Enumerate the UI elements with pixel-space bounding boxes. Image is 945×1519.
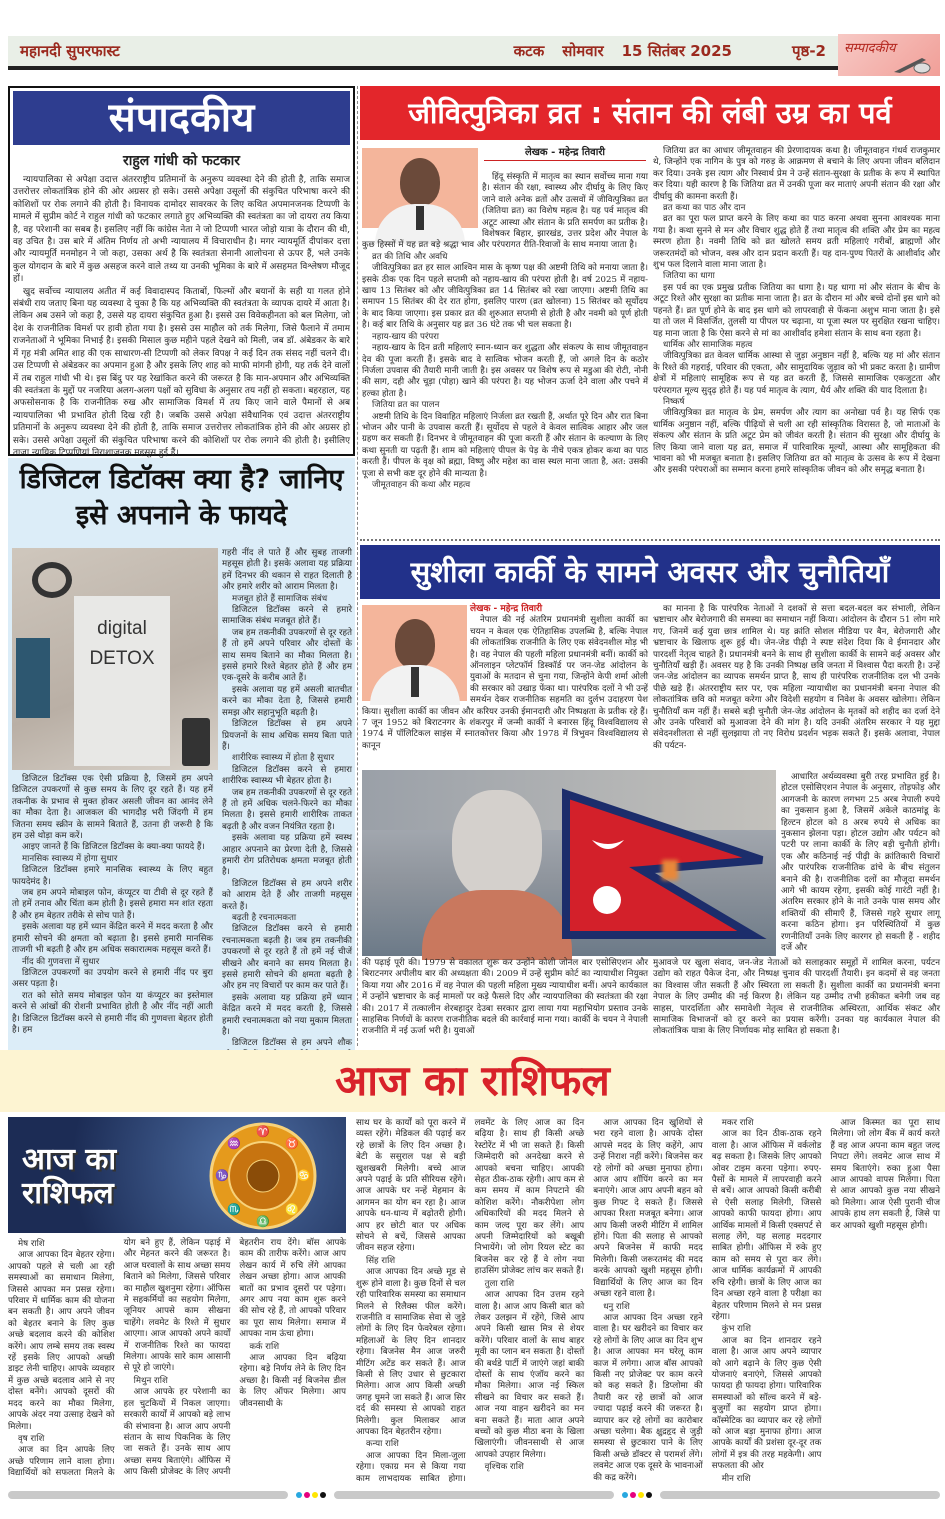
rashifal-banner-text	[22, 1143, 116, 1211]
paragraph: इसके अलावा यह प्रक्रिया हमें स्वस्थ आहार अपनाने का प्रेरणा देती है, जिससे हमारी रोग प्रतिरोधक क्षमता मजबूत होती है।	[222, 833, 352, 878]
svg-text:♑: ♑	[215, 1169, 229, 1182]
paragraph: आज का दिन शानदार रहने वाला है। आज आप अपने व्यापार को आगे बढ़ाने के लिए कुछ ऐसी योजनाएं बनाएंगे, जिससे आपको फायदा ही फायदा होगा। पारिवारिक समस्याओं को सॉल्व करने में बड़े-बुजुर्गों का सहयोग प्राप्त होगा। कॉस्मेटिक का व्यापार कर रहे लोगों को आज बड़ा मुनाफा होगा। आज आपके कार्यों की प्रशंसा दूर-दूर तक लोगों में इत्र की तरह महकेगी। आप सफलता की ओर	[711, 1335, 822, 1472]
subheading: कर्क राशि	[249, 1341, 280, 1352]
paragraph: डिजिटल डिटॉक्स से हम अपने शरीर को आराम देते हैं और ताजगी महसूस करते हैं।	[222, 878, 352, 912]
column-divider	[357, 86, 358, 1046]
subheading: जीमूतवाहन की कथा और महत्व	[372, 479, 471, 490]
paragraph: आज का दिन ठीक-ठाक रहने वाला है। आज ऑफिस में वर्कलोड बढ़ सकता है। जिसके लिए आपको ओवर टाइम करना पड़ेगा। रुपए-पैसों के मामले में लापरवाही करने से बचें। आज आपको किसी करीबी से ऐसी सलाह मिलेगी, जिससे आपको काफी फायदा होगा। आप आर्थिक मामलों में किसी एक्सपर्ट से सलाह लेंगे, यह सलाह मददगार साबित होगी। ऑफिस में रुके हुए काम को समय से पूरा कर लेंगे। आज धार्मिक कार्यक्रमों में आपकी रुचि रहेगी। छात्रों के लिए आज का दिन अच्छा रहने वाला है परीक्षा का बेहतर परिणाम मिलने से मन प्रसन्न रहेगा।	[711, 1129, 822, 1322]
editorial-banner: संपादकीय	[13, 91, 350, 145]
svg-text:♈: ♈	[256, 1125, 270, 1138]
author-byline: लेखक - महेन्द्र तिवारी	[470, 604, 543, 614]
paragraph: जीवित्पुत्रिका व्रत मातृत्व के प्रेम, समर्पण और त्याग का अनोखा पर्व है। यह सिर्फ एक धार्मिक अनुष्ठान नहीं, बल्कि पीढ़ियों से चली आ रही सांस्कृतिक विरासत है, जो माताओं के संकल्प और संतान के प्रति अटूट प्रेम को जीवंत करती है। संतान की सुरक्षा और दीर्घायु के लिए किया जाने वाला यह व्रत, समाज में पारिवारिक मूल्यों, आस्था और सामूहिकता की भावना को भी मजबूत बनाता है। इसलिए जितिया व्रत को मातृत्व के उत्सव के रूप में देखना और इसकी परंपराओं का सम्मान करना हमारे सांस्कृतिक जीवन को और समृद्ध बनाता है।	[653, 408, 940, 476]
subheading: मेष राशि	[18, 1239, 45, 1249]
subheading: जितिया व्रत का पालन	[372, 400, 440, 411]
detox-column-2	[222, 548, 352, 1049]
rashifal-banner-line2: राशिफल	[22, 1176, 114, 1211]
section-badge	[838, 34, 940, 76]
subheading: मजबूत होते हैं सामाजिक संबंध	[232, 593, 328, 604]
svg-text:♏: ♏	[227, 1203, 241, 1216]
jivit-author	[484, 144, 646, 161]
footer-bar	[334, 1491, 614, 1499]
rashifal-headline: आज का राशिफल	[0, 1050, 945, 1112]
subheading: मकर राशि	[721, 1118, 754, 1128]
karki-column-2	[653, 604, 940, 770]
paragraph: आज आपका दिन अच्छा रहने वाला है। घर खरीदने का विचार कर रहे लोगों के लिए आज का दिन शुभ है। आज आपका मन घरेलू काम काज में लगेगा। आज बॉस आपको किसी नए प्रोजेक्ट पर काम करने को कह सकते हैं। डिप्लोमा की तैयारी कर रहे छात्रों को आज ज्यादा पढ़ाई करने की जरूरत है। व्यापार कर रहे लोगों का कारोबार अच्छा चलेगा। बैक क्षुद्रहृद से जुड़ी समस्या से छुटकारा पाने के लिए किसी अच्छे डॉक्टर से परामर्श लेंगे। लवमेट आज एक दूसरे के भावनाओं की कद्र करेंगे।	[593, 1312, 703, 1483]
digital-detox-photo	[12, 548, 218, 770]
paragraph: हिंदू संस्कृति में मातृत्व का स्थान सर्वोच्च माना गया है। संतान की रक्षा, स्वास्थ्य और दीर्घायु के लिए किए जाने वाले अनेक व्रतों और उत्सवों में जीवित्पुत्रिका व्रत (जितिया व्रत) का विशेष महत्व है। यह पर्व मातृत्व की अटूट आस्था और संतान के प्रति समर्पण का प्रतीक है। विशेषकर बिहार, झारखंड, उत्तर प्रदेश और नेपाल के कुछ हिस्सों में यह व्रत बड़े श्रद्धा भाव और परंपरागत रीति-रिवाजों के साथ मनाया जाता है।	[362, 172, 648, 251]
rashifal-banner-image	[8, 1117, 346, 1233]
paragraph: जीवित्पुत्रिका व्रत हर साल आश्विन मास के कृष्ण पक्ष की अष्टमी तिथि को मनाया जाता है। इसके ठीक एक दिन पहले सप्तमी को नहाय-खाय की परंपरा होती है। वर्ष 2025 में नहाय-खाय 13 सितंबर को और जीवित्पुत्रिका व्रत 14 सितंबर को रखा जाएगा। अष्टमी तिथि का समापन 15 सितंबर की देर रात होगा, इसलिए पारण (व्रत खोलना) 15 सितंबर को सूर्योदय के बाद किया जाएगा। इस प्रकार व्रत की शुरुआत सप्तमी से होती है और नवमी को पूर्ण होती है। कई बार तिथि के अनुसार यह व्रत 36 घंटे तक भी चल सकता है।	[362, 263, 648, 331]
paragraph: साथ घर के कार्यों को पूरा करने में व्यस्त रहेंगे। मेडिकल की पढ़ाई कर रहे छात्रों के लिए दिन अच्छा है। बेटी के ससुराल पक्ष से बड़ी खुशखबरी मिलेगी। बच्चे आज अपने पढ़ाई के प्रति सीरियस रहेंगे। आज आपके घर नन्हें मेहमान के आगमन का योग बन रहा है। आज आपके धन-धान्य में बढ़ोतरी होगी। आप हर छोटी बात पर अधिक सोचने से बचें, जिससे आपका जीवन सहज रहेगा।	[356, 1118, 466, 1254]
svg-text:♌: ♌	[285, 1203, 299, 1216]
subheading: जितिया का धागा	[663, 271, 715, 282]
author-byline: लेखक - महेन्द्र तिवारी	[484, 144, 646, 161]
rashifal-left-columns	[8, 1238, 346, 1486]
headphones-icon	[32, 562, 72, 598]
paragraph: डिजिटल उपकरणों का उपयोग करने से हमारी नींद पर बुरा असर पड़ता है।	[12, 967, 213, 990]
jivit-column-2	[653, 146, 940, 536]
paragraph: अष्टमी तिथि के दिन विवाहित महिलाएं निर्जला व्रत रखती हैं, अर्थात पूरे दिन और रात बिना भोजन और पानी के उपवास करती हैं। सूर्योदय से पहले वे केवल सात्विक आहार और जल ग्रहण कर सकती हैं। दिनभर वे जीमूतवाहन की पूजा करती हैं और संतान के कल्याण के लिए कथा सुनती या पढ़ती हैं। शाम को महिलाएं पीपल के पेड़ के नीचे एकत्र होकर कथा का पाठ करती हैं। पीपल के वृक्ष को ब्रह्मा, विष्णु और महेश का वास स्थल माना जाता है, अत: उसकी पूजा से सभी कष्ट दूर होने की मान्यता है।	[362, 411, 648, 479]
detox-card-text2: DETOX	[89, 648, 155, 669]
paragraph: आज का दिन आपके लिए अच्छे परिणाम लाने वाला होगा। विद्यार्थियों को सफलता मिलने के योग बने हुए हैं, लेकिन पढ़ाई में और मेहनत करने की जरूरत है। आज घरवालों के साथ अच्छा समय बिताने को मिलेगा, जिससे परिवार का माहौल खुशनुमा रहेगा। ऑफिस मे सहकर्मियों का सहयोग मिलेगा, जूनियर आपसे काम सीखना चाहेंगे। लवमेट के रिश्ते में सुधार आएगा। आज आपको अपने कार्यों में राजनीतिक रिश्ते का फायदा मिलेगा। आपके सारे काम आसानी से पूरे हो जाएंगे।	[8, 1238, 231, 1479]
detox-card	[74, 596, 170, 766]
footer-bar	[8, 1491, 288, 1499]
subheading: बढ़ती है रचनात्मकता	[232, 913, 297, 923]
paragraph: इस पर्व का एक प्रमुख प्रतीक जितिया का धागा है। यह धागा मां और संतान के बीच के अटूट रिश्ते और सुरक्षा का प्रतीक माना जाता है। व्रत के दौरान मां और बच्चे दोनों इस धागे को पहनते हैं। व्रत पूर्ण होने के बाद इस धागे को लापरवाही से फेंकना अशुभ माना जाता है। इसे या तो जल में विसर्जित, तुलसी या पीपल पर चढ़ाना, या पूजा स्थल पर सुरक्षित रखना चाहिए। यह माना जाता है कि ऐसा करने से मां का आशीर्वाद हमेशा संतान के साथ बना रहता है।	[653, 282, 940, 339]
paragraph: का मानना है कि पारंपरिक नेताओं ने दशकों से सत्ता बदल-बदल कर संभाली, लेकिन भ्रष्टाचार और बेरोजगारी की समस्या का समाधान नहीं किया। आंदोलन के दौरान 51 लोग मारे गए, जिनमें कई युवा छात्र शामिल थे। यह क्रांति सोशल मीडिया पर बैन, बेरोजगारी और भ्रष्टाचार के खिलाफ शुरू हुई थी। जेन-जेड पीढ़ी ने स्पष्ट संदेश दिया कि वे ईमानदार और पारदर्शी नेतृत्व चाहते हैं। प्रधानमंत्री बनने के साथ ही सुशीला कार्की के सामने कई अवसर और चुनौतियाँ खड़ी हैं। अवसर यह है कि उनकी निष्पक्ष छवि जनता में विश्वास पैदा करती है। उन्हें जन-जेड आंदोलन का व्यापक समर्थन प्राप्त है, साथ ही पारंपरिक राजनीतिक दल भी उनके पीछे खड़े हैं। अंतरराष्ट्रीय स्तर पर, एक महिला न्यायाधीश का प्रधानमंत्री बनना नेपाल की लोकतांत्रिक छवि को मजबूत करेगा और विदेशी सहयोग व निवेश के अवसर खोलेगा। लेकिन चुनौतियाँ कम नहीं हैं। सबसे बड़ी चुनौती जेन-जेड आंदोलन के मृतकों को शहीद का दर्जा देने और उनके परिवारों को मुआवजा देने की मांग है। यदि उनकी अंतरिम सरकार ने यह मुद्दा संवेदनशीलता से नहीं सुलझाया तो नए विरोध प्रदर्शन भड़क सकते हैं। इसके अलावा, नेपाल की पर्यटन-	[653, 604, 940, 751]
subheading: मिथुन राशि	[133, 1375, 168, 1386]
masthead	[8, 36, 838, 70]
paragraph: आज आपका दिन उत्तम रहने वाला है। आज आप किसी बात को लेकर उलझन में रहेंगे, जिसे आप अपने किसी खास मित्र से शेयर करेंगे। परिवार वालों के साथ बाहर मूवी का प्लान बन सकता है। दोस्तों की बर्थडे पार्टी में जाएंगे जहां बाकी दोस्तों के साथ एंजॉय करने का मौका मिलेगा। आज नई स्किल सीखने का विचार कर सकते हैं। आज नया वाहन खरीदने का मन बना सकते हैं। माता आज अपने बच्चों को कुछ मीठा बना के खिला खिलाएंगी। जीवनसाथी से आज आपको उपहार मिलेगा।	[474, 1290, 585, 1460]
karki-headline: सुशीला कार्की के सामने अवसर और चुनौतियाँ	[360, 545, 940, 599]
page-footer	[8, 1490, 940, 1500]
paragraph: डिजिटल डिटॉक्स एक ऐसी प्रक्रिया है, जिसमें हम अपने डिजिटल उपकरणों से कुछ समय के लिए दूर रहते हैं। यह हमें तकनीक के प्रभाव से मुक्त होकर असली जीवन का आनंद लेने का मौका देता है। आजकल की भागदौड़ भरी जिंदगी में हम जितना समय स्क्रीन के सामने बिताते हैं, उतना ही जरूरी है कि हम उसे थोड़ा कम करें।	[12, 774, 213, 842]
digital-detox-article	[8, 458, 355, 1050]
karki-column-1	[362, 604, 648, 770]
subheading: व्रत कथा का पाठ और दान	[663, 203, 746, 214]
rashifal-right-columns	[356, 1118, 940, 1486]
subheading: सिंह राशि	[366, 1255, 396, 1266]
paragraph: रात को सोते समय मोबाइल फोन या कंप्यूटर का इस्तेमाल करने से आंखों की रोशनी प्रभावित होती है और नींद नहीं आती है। डिजिटल डिटॉक्स करने से हमारी नींद की गुणवत्ता बेहतर होती है। हम	[12, 990, 213, 1035]
paragraph: आज आपका दिन बेहतर रहेगा। आपको पहले से चली आ रही समस्याओं का समाधान मिलेगा, जिससे आपका मन प्रसन्न रहेगा। परिवार में धार्मिक काम की योजना बन सकती है। आप अपने जीवन को बेहतर बनाने के लिए कुछ अच्छे बदलाव करने की कोशिश करेंगे। आप लम्बे समय तक स्वस्थ रहें इसके लिए आपको अच्छी डाइट लेनी चाहिए। आपके व्यवहार में कुछ अच्छे बदलाव आने से नए दोस्त बनेंगे। आपको दूसरों की मदद करने का मौका मिलेगा, आपके अंदर नया उत्साह देखने को मिलेगा।	[8, 1250, 115, 1432]
registration-marks	[296, 1492, 326, 1498]
subheading: वृश्चिक राशि	[484, 1462, 524, 1473]
paragraph: डिजिटल डिटॉक्स हमारे मानसिक स्वास्थ्य के लिए बहुत फायदेमंद है।	[12, 865, 213, 887]
subheading: तुला राशि	[484, 1278, 515, 1289]
detox-card-text1: digital	[97, 618, 147, 639]
masthead-dateline	[514, 41, 732, 61]
paragraph: जब हम तकनीकी उपकरणों से दूर रहते हैं तो हमें अधिक चलने-फिरने का मौका मिलता है। इससे हमारी शारीरिक ताकत बढ़ती है और वजन नियंत्रित रहता है।	[222, 787, 352, 832]
paragraph: जब हम तकनीकी उपकरणों से दूर रहते हैं तो हमें अपने परिवार और दोस्तों के साथ समय बिताने का मौका मिलता है। इससे हमारे रिश्ते बेहतर होते हैं और हम एक-दूसरे के करीब आते हैं।	[222, 627, 352, 684]
jivit-column-1	[362, 172, 648, 538]
paragraph: खुद सर्वोच्च न्यायालय अतीत में कई विवादास्पद किताबों, फिल्मों और बयानों के सही या गलत होने संबंधी राय जताए बिना यह व्यवस्था दे चुका है कि यह अभिव्यक्ति की स्वतंत्रता के व्यापक दायरे में आता है। लेकिन अब उसने जो कहा है, उससे यह दायरा संकुचित हुआ है। इससे उस विवेकहीनता को बल मिलेगा, जो देश के राजनीतिक विमर्श पर हावी होता गया है। इससे उस माहौल को तर्क मिलेगा, जिसे फैलाने में तमाम राजनेताओं ने भूमिका निभाई है। इसकी मिसाल कुछ महीने पहले देखने को मिली, जब डॉ. अंबेडकर के बारे में गृह मंत्री अमित शाह की एक साधारण-सी टिप्पणी को लेकर विपक्ष ने कई दिन तक संसद नहीं चलने दी। उस टिप्पणी से अंबेडकर का अपमान हुआ है और इसके लिए शाह को माफी मांगनी होगी, यह तर्क देने वालों में तब राहुल गांधी भी थे। इस बिंदु पर यह रेखांकित करने की जरूरत है कि मान-अपमान और अभिव्यक्ति की स्वतंत्रता के मुद्दों पर नजरिया अलग-अलग पक्षों को सुविधा के अनुसार तय नहीं हो सकता। बहरहाल, यह अफसोसनाक है कि राजनीतिक रुख और सामाजिक विमर्श में तय किए जाने वाले पैमानों से अब न्यायपालिका भी प्रभावित होती दिख रही है। जबकि उससे अपेक्षा संवैधानिक एवं उदात्त अंतरराष्ट्रीय प्रतिमानों के अनुरूप व्यवस्था देने की होती है, ताकि समाज उत्तरोत्तर लोकतांत्रिक होने की ओर अग्रसर हो सके। उससे अपेक्षा उसूलों की संकुचित परिभाषा करने की कोशिशों पर रोक लगाने की होती है। इसीलिए ताजा न्यायिक टिप्पणियां निराशाजनक महसूस हुई हैं।	[13, 286, 350, 458]
paragraph: जब हम अपने मोबाइल फोन, कंप्यूटर या टीवी से दूर रहते हैं तो हमें तनाव और चिंता कम होती है। इससे हमारा मन शांत रहता है और हम बेहतर तरीके से सोच पाते हैं।	[12, 888, 213, 921]
paragraph: गहरी नींद ले पाते हैं और सुबह ताजगी महसूस होती है। इसके अलावा यह प्रक्रिया हमें दिनभर की थकान से राहत दिलाती है और हमारे शरीर को आराम मिलता है।	[222, 548, 352, 593]
tablet-icon	[16, 638, 50, 718]
subheading: वृष राशि	[18, 1433, 45, 1444]
svg-text:♋: ♋	[297, 1169, 311, 1182]
paragraph: आज आपका दिन बढ़िया रहेगा। बड़े निर्णय लेने के लिए दिन अच्छा है। किसी नई बिजनेस डील के लिए ऑफर मिलेगा। आप जीवनसाथी के	[239, 1353, 346, 1409]
paragraph: आइए जानते हैं कि डिजिटल डिटॉक्स के क्या-क्या फायदे हैं।	[22, 842, 205, 853]
paragraph: आज किस्मत का पूरा साथ मिलेगा। जो लोग बैंक में कार्य करते हैं वह आज अपना काम बहुत जल्द निपटा लेंगे। लवमेट आज साथ में समय बिताएंगे। रुका हुआ पैसा आज आपको वापस मिलेगा। पिता से आज आपको कुछ नया सीखने को मिलेगा। आज ऐसी पुरानी चीज आपके हाथ लग सकती है, जिसे पा कर आपको खुशी महसूस होगी।	[830, 1118, 940, 1231]
section-divider	[360, 539, 940, 541]
paragraph: जीवित्पुत्रिका व्रत केवल धार्मिक आस्था से जुड़ा अनुष्ठान नहीं है, बल्कि यह मां और संतान के रिश्ते की गहराई, परिवार की एकता, और सामुदायिक जुड़ाव को भी प्रकट करता है। ग्रामीण क्षेत्रों में महिलाएं सामूहिक रूप से यह व्रत करती हैं, जिससे सामाजिक एकजुटता और परंपरागत मूल्य सुदृढ़ होते हैं। यह पर्व मातृत्व के त्याग, धैर्य और शक्ति की याद दिलाता है।	[653, 351, 940, 396]
jivitputrika-headline: जीवित्पुत्रिका व्रत : संतान की लंबी उम्र का पर्व	[360, 86, 940, 140]
person-body	[422, 890, 572, 960]
paragraph: आज आपका दिन मिला-जुला रहेगा। एकाग्र मन से किया गया काम लाभदायक साबित होगा। लवमेंट के लिए आज का दिन बढ़िया है। साथ ही किसी अच्छे रेस्टोरेंट में भी जा सकते हैं। किसी जिम्मेदारी को अनदेखा करने से आपको बचना चाहिए। आपकी सेहत ठीक-ठाक रहेगी। आप कम से कम समय में काम निपटाने की कोशिश करेंगे। नौकरीपेशा लोग अधिकारियों की मदद मिलने से काम जल्द पूरा कर लेंगे। आप अपनी जिम्मेदारियों को बखूबी निभायेंगे। जो लोग रियल स्टेट का बिजनेस कर रहे हैं वे लोग नया हाउसिंग प्रोजेक्ट लांच कर सकते हैं।	[356, 1118, 585, 1484]
zodiac-wheel-icon	[208, 1121, 318, 1231]
paragraph: डिजिटल डिटॉक्स से हम अपने प्रियजनों के साथ अधिक समय बिता पाते हैं।	[222, 719, 352, 752]
detox-column-1	[12, 774, 213, 1046]
subheading: धार्मिक और सामाजिक महत्व	[663, 339, 753, 350]
registration-marks	[622, 1492, 652, 1498]
editorial-title: राहुल गांधी को फटकार	[123, 153, 240, 169]
karki-nepal-flag-photo	[362, 770, 776, 956]
editorial-box	[8, 86, 355, 456]
paragraph: व्रत का पूरा फल प्राप्त करने के लिए कथा का पाठ करना अथवा सुनना आवश्यक माना गया है। कथा सुनने से मन और विचार शुद्ध होते हैं तथा मातृत्व की शक्ति और प्रेम का महत्व स्मरण होता है। नवमी तिथि को व्रत खोलते समय व्रती महिलाएं गरीबों, ब्राह्मणों और जरूरतमंदों को भोजन, वस्त्र और दान प्रदान करती हैं। यह दान-पुण्य पितरों के आशीर्वाद और शुभ फल दिलाने वाला माना जाता है।	[653, 214, 940, 271]
paragraph: जितिया व्रत का आधार जीमूतवाहन की प्रेरणादायक कथा है। जीमूतवाहन गंधर्व राजकुमार थे, जिन्होंने एक नागिन के पुत्र को गरुड़ के आक्रमण से बचाने के लिए अपना जीवन बलिदान कर दिया। उनके इस त्याग और निस्वार्थ प्रेम ने उन्हें संतान-सुरक्षा के प्रतीक के रूप में स्थापित कर दिया। यही कारण है कि जितिया व्रत में उनकी पूजा कर माताएं अपनी संतान की रक्षा और दीर्घायु की कामना करती हैं।	[653, 146, 940, 202]
paragraph: की पढ़ाई पूरी की। 1979 से वकालत शुरू कर उन्होंने कोशी जोनल बार एसोसिएशन और बिराटनगर अपीलीय बार की अध्यक्षता की। 2009 में उन्हें सुप्रीम कोर्ट का न्यायाधीश नियुक्त किया गया और 2016 में वह नेपाल की पहली महिला मुख्य न्यायाधीश बनीं। अपने कार्यकाल में उन्होंने भ्रष्टाचार के कई मामलों पर कड़े फैसले दिए और न्यायपालिका की स्वतंत्रता की रक्षा की। 2017 में तत्कालीन शेरबहादुर देउबा सरकार द्वारा लाया गया महाभियोग प्रस्ताव उनके साहसिक निर्णयों के कारण राजनीतिक बदले की कार्रवाई माना गया। कार्की के चयन ने नेपाली राजनीति में नई ऊर्जा भरी है। युवाओं	[362, 958, 648, 1037]
issue-date: 15 सितंबर 2025	[621, 42, 732, 60]
phone-icon	[182, 718, 210, 766]
detox-headline	[8, 458, 355, 534]
karki-column-5	[653, 958, 940, 1046]
detox-headline-line1: डिजिटल डिटॉक्स क्या है? जानिए	[19, 464, 344, 495]
pen-hand-icon	[892, 54, 932, 74]
paragraph: न्यायपालिका से अपेक्षा उदात्त अंतरराष्ट्रीय प्रतिमानों के अनुरूप व्यवस्था देने की होती है, ताकि समाज उत्तरोत्तर लोकतांत्रिक होने की ओर अग्रसर हो सके। उससे अपेक्षा उसूलों की संकुचित परिभाषा करने की कोशिशों पर रोक लगाने की होती है। विनायक दामोदर सावरकर के लिए कथित अपमानजनक टिप्पणी के मामले में सुप्रीम कोर्ट ने राहुल गांधी को फटकार लगाते हुए अभिव्यक्ति की स्वतंत्रता का जो दायरा तय किया है, वह परेशानी का सबब है। इसलिए नहीं कि कांग्रेस नेता ने जो टिप्पणी भारत जोड़ो यात्रा के दौरान की थी, वह उचित है। उस बारे में अंतिम निर्णय तो अभी न्यायालय में विचाराधीन है। मगर न्यायमूर्ति दीपांकर दत्ता और न्यायमूर्ति मनमोहन ने जो कहा, उसका अर्थ है कि स्वतंत्रता सेनानी आलोचना से ऊपर हैं, भले उनके कुल योगदान के बारे में कुछ असहज करने वाले तथ्य या उनकी भूमिका के बारे में असहमत विश्लेषण मौजूद हों।	[13, 175, 350, 285]
karki-column-3	[781, 772, 940, 956]
city: कटक	[513, 42, 545, 60]
newspaper-name: महानदी सुपरफास्ट	[20, 42, 120, 60]
subheading: कुंभ राशि	[721, 1324, 751, 1335]
subheading: शारीरिक स्वास्थ्य में होता है सुधार	[232, 753, 335, 764]
weekday: सोमवार	[562, 42, 604, 60]
page-number: पृष्ठ-2	[791, 42, 826, 60]
subheading: मानसिक स्वास्थ्य में होगा सुधार	[22, 853, 118, 864]
editorial-body	[13, 174, 350, 459]
karki-column-4	[362, 958, 648, 1046]
paragraph: मुआवजे पर खुला संवाद, जन-जेड नेताओं को सलाहकार समूहों में शामिल करना, पर्यटन उद्योग को राहत पैकेज देना, और निष्पक्ष चुनाव की पारदर्शी तैयारी। इन कदमों से वह जनता का विश्वास जीत सकती हैं और स्थिरता ला सकती हैं। सुशीला कार्की का प्रधानमंत्री बनना नेपाल के लिए उम्मीद की नई किरण है। लेकिन यह उम्मीद तभी हकीकत बनेगी जब वह साहस, पारदर्शिता और समावेशी नेतृत्व से राजनीतिक अस्थिरता, आर्थिक संकट और सामाजिक विभाजनों को दूर करने का प्रयास करेंगी। उनका यह कार्यकाल नेपाल की लोकतांत्रिक यात्रा के लिए निर्णायक मोड़ साबित हो सकता है।	[653, 958, 940, 1037]
svg-text:♎: ♎	[256, 1215, 270, 1228]
paragraph: इसके अलावा यह हमें असली बातचीत करने का मौका देता है, जिससे हमारी समझ और सहानुभूति बढ़ती है।	[222, 684, 352, 718]
section-badge-label: सम्पादकीय	[844, 41, 896, 56]
paragraph: आज आपका दिन अच्छे मूड से शुरू होने वाला है। कुछ दिनों से चल रही पारिवारिक समस्या का समाधान मिलने से रिलैक्स फील करेंगे। राजनीति व सामाजिक सेवा से जुड़े लोगों के लिए दिन फेवरेबल रहेगा। महिलाओं के लिए दिन शानदार रहेगा। बिजनेस मैन आज जरुरी मीटिंग अटेंड कर सकते हैं। आज किसी से लिए उधार से छुटकारा मिलेगा। आज आप किसी अच्छी जगह घूमने जा सकते हैं। आज सिर दर्द की समस्या से आपको राहत मिलेगी। कुल मिलाकर आज आपका दिन बेहतरीन रहेगा।	[356, 1267, 466, 1437]
paragraph: आधारित अर्थव्यवस्था बुरी तरह प्रभावित हुई है। होटल एसोसिएशन नेपाल के अनुसार, तोड़फोड़ और आगजनी के कारण लगभग 25 अरब नेपाली रुपये का नुकसान हुआ है, जिसमें अकेले काठमांडू के हिल्टन होटल को 8 अरब रुपये से अधिक का नुकसान झेलना पड़ा। होटल उद्योग और पर्यटन को पटरी पर लाना कार्की के लिए बड़ी चुनौती होगी। एक और कठिनाई नई पीढ़ी के क्रांतिकारी विचारों और पारंपरिक राजनीतिक ढांचे के बीच संतुलन बनाने की है। राजनीतिक दलों का मौजूदा समर्थन आगे भी कायम रहेगा, इसकी कोई गारंटी नहीं है। अंतरिम सरकार होने के नाते उनके पास समय और शक्तियों की सीमाएँ हैं, जिससे गहरे सुधार लागू करना कठिन होगा। इन परिस्थितियों में कुछ रणनीतियाँ उनके लिए कारगर हो सकती हैं - शहीद दर्जे और	[781, 772, 940, 954]
subheading: नहाय-खाय की परंपरा	[372, 331, 439, 342]
person-head	[452, 790, 542, 900]
subheading: मीन राशि	[721, 1473, 751, 1484]
rashifal-banner-line1: आज का	[22, 1142, 117, 1177]
subheading: व्रत की तिथि और अवधि	[372, 251, 448, 262]
subheading: कन्या राशि	[366, 1439, 399, 1450]
paragraph: आज आपका दिन खुशियों से भरा रहने वाला है। आपके दोस्त आपसे मदद के लिए कहेंगे, आप उन्हें निराश नहीं करेंगे। बिजनेस कर रहे लोगों को अच्छा मुनाफा होगा। आज आप शॉपिंग करने का मन बनाएंगे। आज आप अपनी बहन को कुछ गिफ्ट दे सकते हैं। जिससे आपका रिश्ता मजबूत बनेगा। आज आप किसी जरुरी मीटिंग में शामिल होंगे। पिता की सलाह से आपको अपने बिजनेस में काफी मदद मिलेगी। किसी जरूरतमंद की मदद करके आपको खुशी महसूस होगी। विद्यार्थियों के लिए आज का दिन अच्छा रहने वाला है।	[593, 1118, 703, 1300]
paragraph: नेपाल की नई अंतरिम प्रधानमंत्री सुशीला कार्की का चयन न केवल एक ऐतिहासिक उपलब्धि है, बल्कि नेपाल की लोकतांत्रिक राजनीति के लिए एक संवेदनशील मोड़ भी है। वह नेपाल की पहली महिला प्रधानमंत्री बनीं। कार्की को ऑनलाइन प्लेटफॉर्म डिस्कॉर्ड पर जन-जेड आंदोलन के युवाओं के मतदान से चुना गया, जिन्होंने केपी शर्मा ओली की सरकार को उखाड़ फेंका था। पारंपरिक दलों ने भी उन्हें समर्थन देकर राजनीतिक सहमति का दुर्लभ उदाहरण पेश किया। सुशीला कार्की का जीवन और करियर उनकी ईमानदारी और निष्पक्षता के प्रतीक रहे हैं। 7 जून 1952 को बिराटनगर के शंकरपुर में जन्मी कार्की ने बनारस हिंदू विश्वविद्यालय से 1974 में पॉलिटिकल साइंस में स्नातकोत्तर किया और 1978 में त्रिभुवन विश्वविद्यालय से कानून	[362, 615, 648, 751]
subheading: निष्कर्ष	[663, 396, 685, 407]
subheading: नींद की गुणवत्ता में सुधार	[22, 956, 100, 967]
paragraph: डिजिटल डिटॉक्स करने से हमारे सामाजिक संबंध मजबूत होते हैं।	[222, 605, 352, 627]
paragraph: नहाय-खाय के दिन व्रती महिलाएं स्नान-ध्यान कर शुद्धता और संकल्प के साथ जीमूतवाहन देव की पूजा करती हैं। इसके बाद वे सात्विक भोजन करती हैं, जो अगले दिन के कठोर निर्जला उपवास की तैयारी मानी जाती है। इस अवसर पर विशेष रूप से मडुआ की रोटी, नोनी की साग, दही और चूड़ा (पोहा) खाने की परंपरा है। यह भोजन ऊर्जा देने वाला और पचने में हल्का होता है।	[362, 343, 648, 399]
paragraph: आज आपके हर परेशानी का हल चुटकियों में निकल जाएगा। सरकारी कार्यों में आपको बड़े लाभ की संभावना है। आज आप अपनी संतान के साथ पिकनिक के लिए जा सकते हैं। उनके साथ आप अच्छा समय बिताएंगे। ऑफिस में आप किसी प्रोजेक्ट के लिए अपनी बेहतरीन राय देंगे। बॉस आपके काम की तारीफ करेंगे। आज आप लेखन कार्य में रुचि लेंगे आपका लेखन अच्छा होगा। आज आपकी बातों का प्रभाव दूसरों पर पड़ेगा। अगर आप नया काम शुरू करने की सोच रहे हैं, तो आपको परिवार का पूरा साथ मिलेगा। समाज में आपका नाम ऊंचा होगा।	[123, 1238, 346, 1478]
paragraph: डिजिटल डिटॉक्स करने से हमारी रचनात्मकता बढ़ती है। जब हम तकनीकी उपकरणों से दूर रहते हैं तो हमें नई चीजें सीखने और बनाने का समय मिलता है। इससे हमारी सोचने की क्षमता बढ़ती है और हम नए विचारों पर काम कर पाते हैं।	[222, 924, 352, 992]
paragraph: डिजिटल डिटॉक्स से हम अपने शौक	[232, 1038, 352, 1049]
footer-bar	[660, 1491, 940, 1499]
subheading: धनु राशि	[603, 1301, 630, 1312]
paragraph: डिजिटल डिटॉक्स करने से हमारा शारीरिक स्वास्थ्य भी बेहतर होता है।	[222, 764, 352, 787]
paragraph: इसके अलावा यह हमें ध्यान केंद्रित करने में मदद करता है और हमारी सोचने की क्षमता को बढ़ाता है। इससे हमारी मानसिक ताजगी भी बढ़ती है और हम अधिक सकारात्मक महसूस करते हैं।	[12, 922, 213, 956]
detox-headline-line2: इसे अपनाने के फायदे	[75, 500, 288, 531]
paragraph: इसके अलावा यह प्रक्रिया हमें ध्यान केंद्रित करने में मदद करती है, जिससे हमारी रचनात्मकता को नया मुकाम मिलता है।	[222, 992, 352, 1038]
svg-text:♉: ♉	[285, 1137, 299, 1150]
svg-text:♒: ♒	[227, 1137, 241, 1150]
